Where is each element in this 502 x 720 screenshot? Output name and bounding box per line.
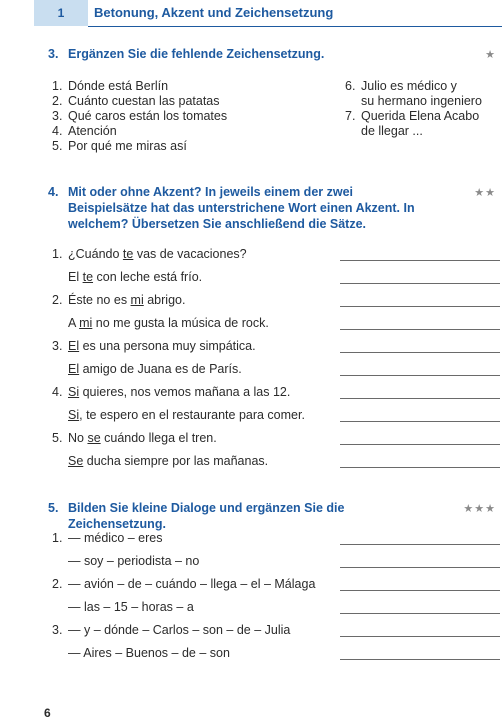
- ex3-item-5: 5. Por qué me miras así: [52, 139, 187, 153]
- answer-line[interactable]: [340, 352, 500, 353]
- answer-line[interactable]: [340, 375, 500, 376]
- header-rule: [88, 26, 502, 27]
- exercise-5-heading: [48, 500, 468, 531]
- page-number: 6: [44, 706, 51, 720]
- exercise-4-number: 4.: [48, 185, 59, 199]
- page-header: [0, 0, 502, 26]
- ex4-sentence-5b: Se ducha siempre por las mañanas.: [68, 454, 269, 468]
- exercise-3-number: 3.: [48, 47, 59, 61]
- answer-line[interactable]: [340, 659, 500, 660]
- exercise-5-instruction: Bilden Sie kleine Dialoge und ergänzen Sie die Zeichensetzung.: [68, 501, 345, 531]
- ex5-dialog-3a: 3. — y – dónde – Carlos – son – de – Julia: [52, 623, 291, 637]
- ex4-sentence-4b: Si, te espero en el restaurante para comer.: [68, 408, 305, 422]
- ex3-item-6: 6. Julio es médico y: [345, 79, 457, 93]
- answer-line[interactable]: [340, 467, 500, 468]
- answer-line[interactable]: [340, 283, 500, 284]
- exercise-5-number: 5.: [48, 501, 59, 515]
- exercise-3-heading: [48, 46, 498, 62]
- answer-line[interactable]: [340, 590, 500, 591]
- ex4-sentence-2a: 2. Éste no es mi abrigo.: [52, 293, 186, 307]
- answer-line[interactable]: [340, 613, 500, 614]
- exercise-4-stars: ★★: [474, 187, 496, 199]
- answer-line[interactable]: [340, 444, 500, 445]
- chapter-number: 1: [34, 0, 88, 26]
- exercise-3-stars: ★: [485, 49, 496, 61]
- ex3-item-7: 7. Querida Elena Acabo: [345, 109, 480, 123]
- ex4-sentence-5a: 5. No se cuándo llega el tren.: [52, 431, 217, 445]
- ex3-item-3: 3. Qué caros están los tomates: [52, 109, 228, 123]
- ex3-item-6-cont: su hermano ingeniero: [361, 94, 482, 108]
- answer-line[interactable]: [340, 398, 500, 399]
- ex5-dialog-3b: — Aires – Buenos – de – son: [68, 646, 230, 660]
- answer-line[interactable]: [340, 567, 500, 568]
- ex3-item-1: 1. Dónde está Berlín: [52, 79, 169, 93]
- ex5-dialog-2a: 2. — avión – de – cuándo – llega – el – Málaga: [52, 577, 316, 591]
- exercise-5-stars: ★★★: [463, 503, 496, 515]
- answer-line[interactable]: [340, 636, 500, 637]
- ex3-item-7-cont: de llegar ...: [361, 124, 423, 138]
- ex4-sentence-4a: 4. Si quieres, nos vemos mañana a las 12.: [52, 385, 291, 399]
- ex4-sentence-3b: El amigo de Juana es de París.: [68, 362, 242, 376]
- chapter-title: Betonung, Akzent und Zeichensetzung: [94, 5, 334, 20]
- ex4-sentence-1a: 1. ¿Cuándo te vas de vacaciones?: [52, 247, 247, 261]
- ex5-dialog-1b: — soy – periodista – no: [68, 554, 200, 568]
- answer-line[interactable]: [340, 260, 500, 261]
- answer-line[interactable]: [340, 329, 500, 330]
- ex5-dialog-2b: — las – 15 – horas – a: [68, 600, 194, 614]
- exercise-4-heading: [48, 184, 478, 232]
- ex4-sentence-3a: 3. El es una persona muy simpática.: [52, 339, 256, 353]
- answer-line[interactable]: [340, 306, 500, 307]
- ex3-item-2: 2. Cuánto cuestan las patatas: [52, 94, 220, 108]
- answer-line[interactable]: [340, 544, 500, 545]
- ex5-dialog-1a: 1. — médico – eres: [52, 531, 163, 545]
- ex4-sentence-1b: El te con leche está frío.: [68, 270, 203, 284]
- exercise-4-instruction: Mit oder ohne Akzent? In jeweils einem der zwei Beispielsätze hat das unterstrichene Wort einen Akzent. In welchem? Übersetzen Sie anschließend die Sätze.: [68, 185, 415, 231]
- answer-line[interactable]: [340, 421, 500, 422]
- ex3-item-4: 4. Atención: [52, 124, 117, 138]
- exercise-3-instruction: Ergänzen Sie die fehlende Zeichensetzung.: [68, 47, 325, 61]
- ex4-sentence-2b: A mi no me gusta la música de rock.: [68, 316, 269, 330]
